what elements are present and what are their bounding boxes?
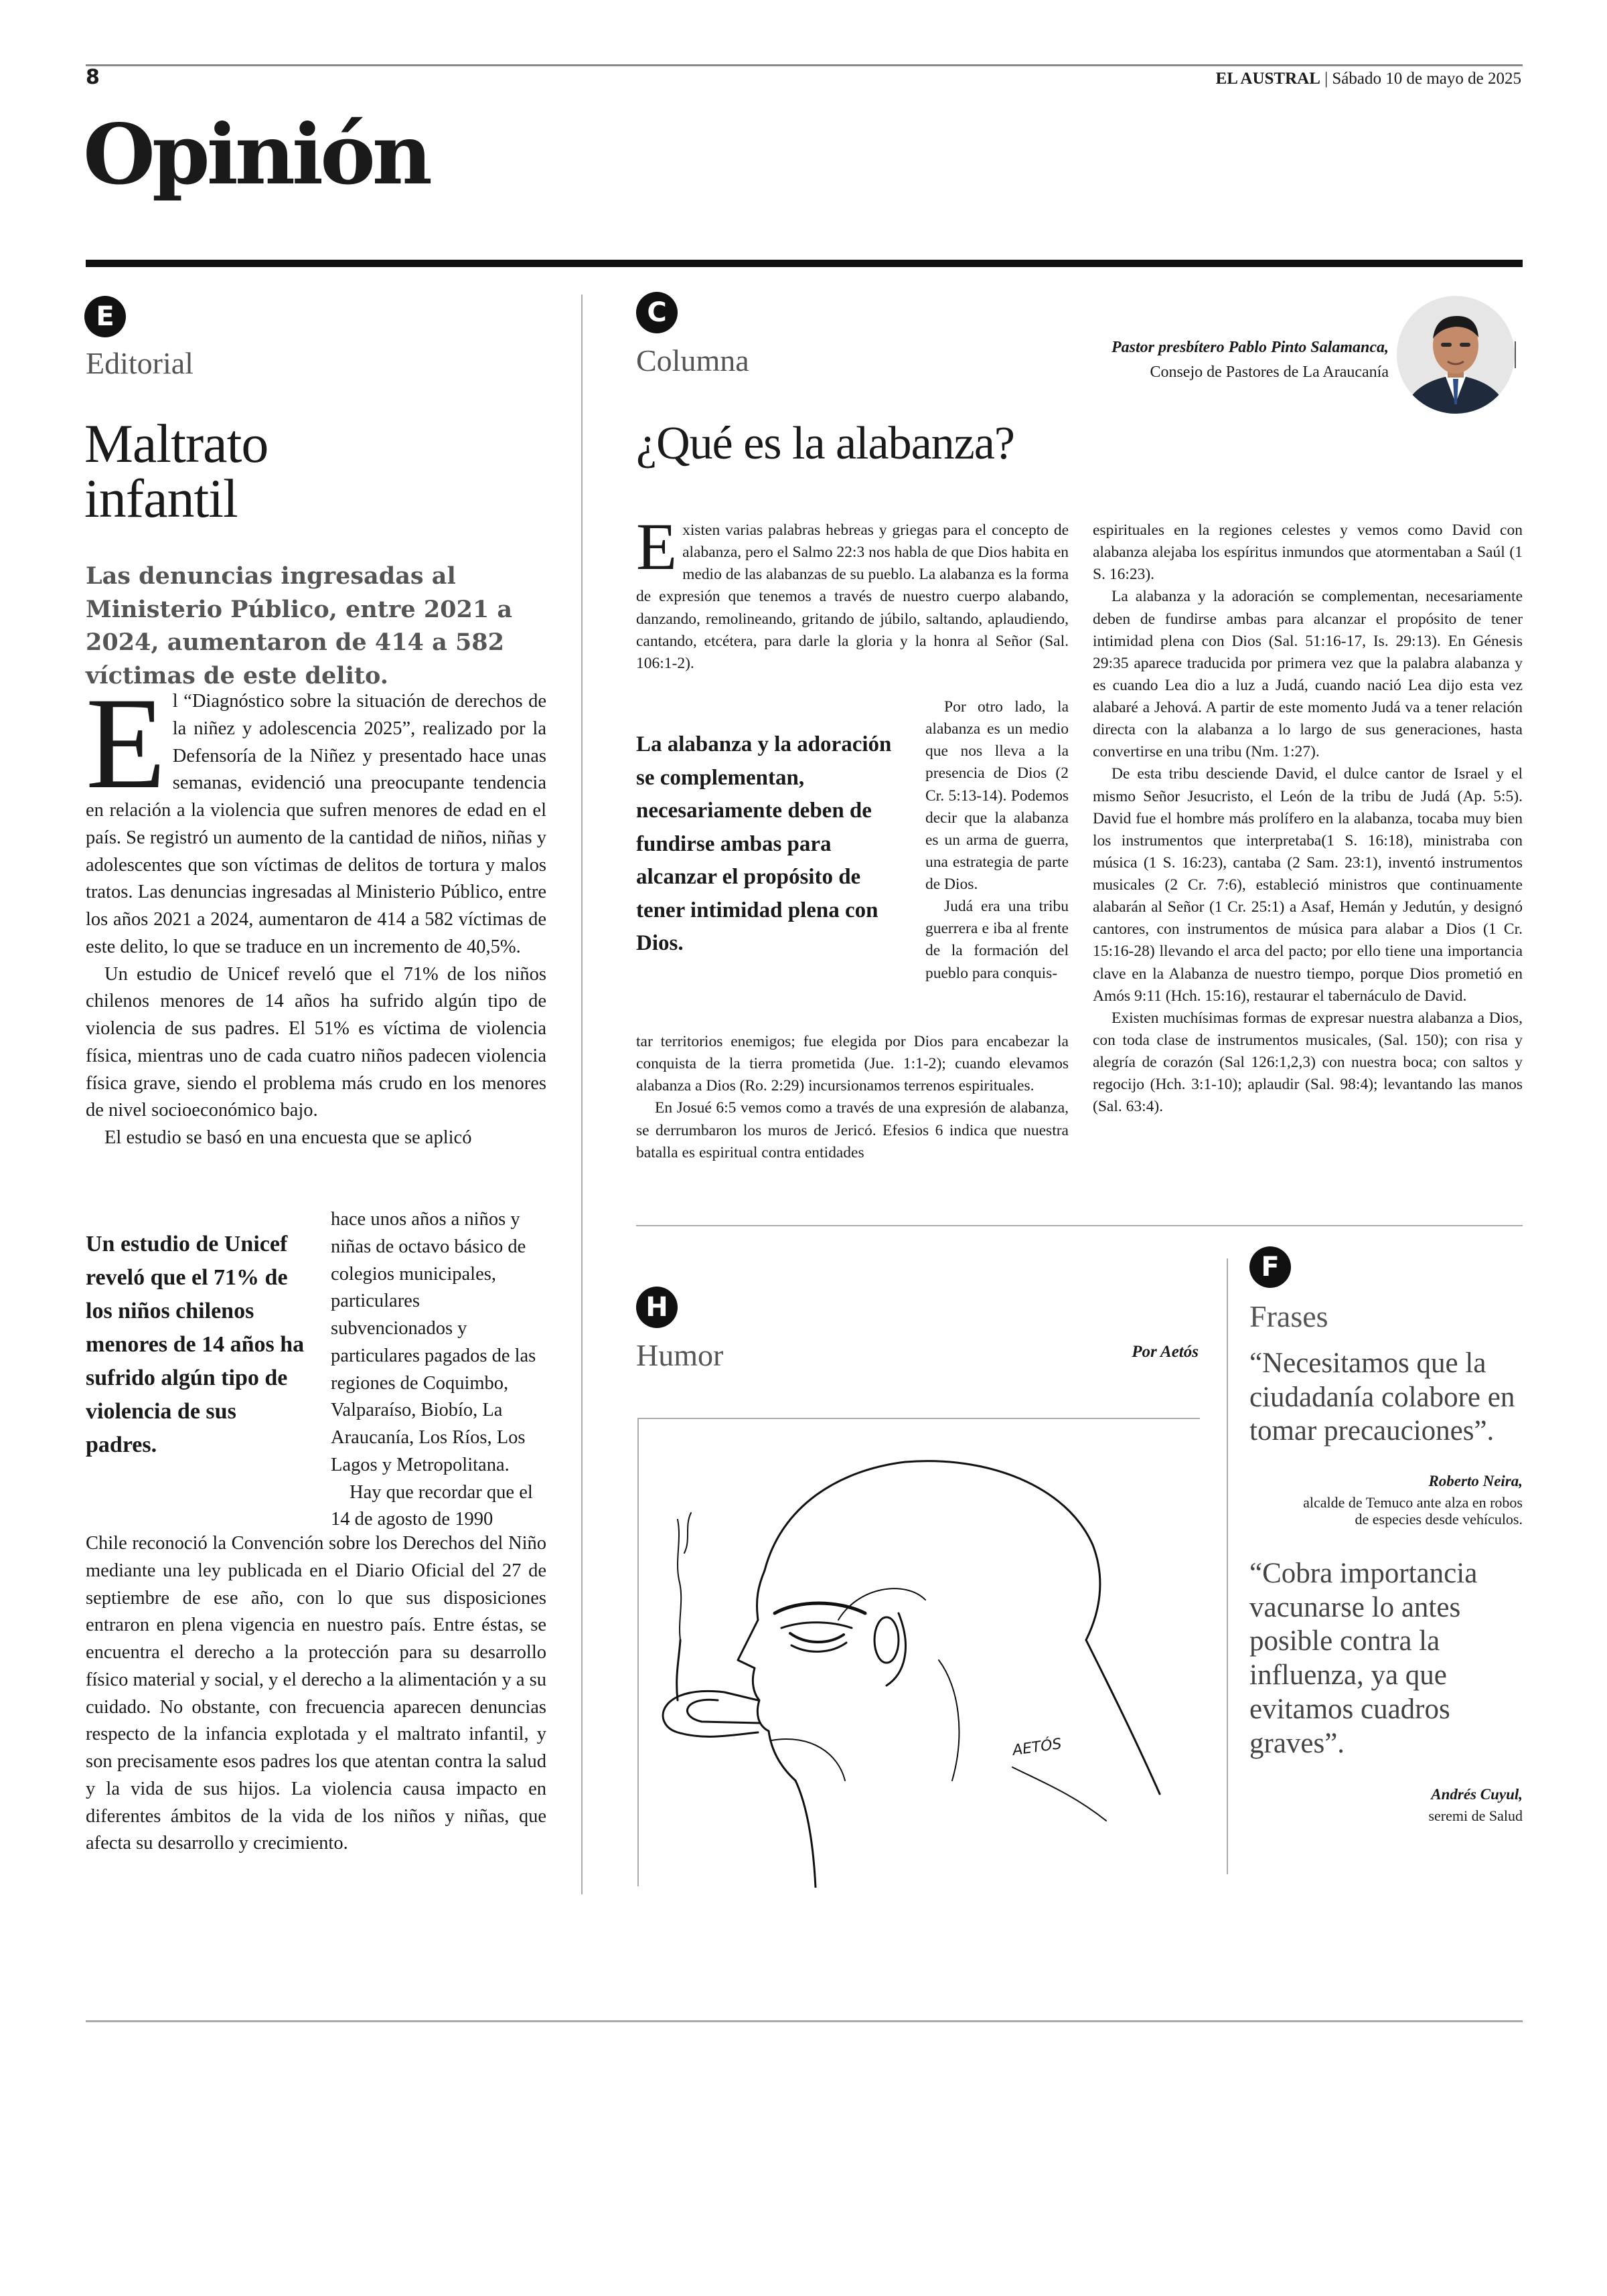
editorial-body-side (331, 1206, 546, 1534)
frase-attribution-1 (1249, 1473, 1523, 1528)
frases-badge: F (1249, 1246, 1291, 1288)
humor-credit: Por Aetós (1132, 1343, 1199, 1361)
editorial-paragraph: Chile reconoció la Convención sobre los Derechos del Niño mediante una ley publicada en el Diario Oficial del 27 de septiembre de ese año, con lo que sus disposiciones entraron en plena vigencia en nuestro país. Entre éstas, se encuentra el derecho a la protección para su desarrollo físico material y social, y el derecho a la alimentación y a su cuidado. No obstante, con frecuencia aparecen denuncias respecto de la infancia explotada y el maltrato infantil, y son precisamente esos padres los que atentan contra la salud y la vida de sus hijos. La violencia causa impacto en diferentes ámbitos de la vida de los niños y niñas, que afecta su desarrollo y crecimiento. (86, 1533, 546, 1854)
column-drop-cap: E (636, 509, 678, 584)
humor-kicker: Humor (636, 1338, 724, 1372)
editorial-paragraph: l “Diagnóstico sobre la situación de derechos de la niñez y adolescencia 2025”, realizado por la Defensoría de la Niñez y presentado hace unas semanas, evidenció una preocupante tendencia en relación a la violencia que sufren menores de edad en el país. Se registró un aumento de la cantidad de niños, niñas y adolescentes que son víctimas de delitos de tortura y malos tratos. Las denuncias ingresadas al Ministerio Público, entre los años 2021 a 2024, aumentaron de 414 a 582 víctimas de este delito, lo que se traduce en un incremento de 40,5%. (86, 691, 546, 957)
column-body-col2 (1093, 519, 1523, 1118)
column-pull-quote: La alabanza y la adoración se complementan, necesariamente deben de fundirse ambas para alcanzar el propósito de tener intimidad plena con Dios. (636, 732, 892, 955)
editorial-headline-line1: Maltrato (84, 413, 269, 474)
frase-name-2: Andrés Cuyul, (1431, 1786, 1523, 1803)
masthead: EL AUSTRAL | Sábado 10 de mayo de 2025 (1215, 70, 1521, 88)
paper-name: EL AUSTRAL (1215, 70, 1320, 88)
column-paragraph: Existen muchísimas formas de expresar nuestra alabanza a Dios, con toda clase de instrumentos musicales, (Sal. 150); con risa y alegría de corazón (Sal 126:1,2,3) con nuestra boca; con saltos y regocijo (Hch. 3:1-10); aplaudir (Sal. 98:4); levantando las manos (Sal. 63:4). (1093, 1009, 1523, 1116)
bottom-rule (86, 2020, 1523, 2022)
column-paragraph: En Josué 6:5 vemos como a través de una expresión de alabanza, se derrumbaron los muros de Jericó. Efesios 6 indica que nuestra batalla es espiritual contra entidades (636, 1099, 1069, 1161)
editorial-kicker: Editorial (86, 346, 194, 380)
byline-mark (1515, 341, 1516, 368)
column-author-name: Pastor presbítero Pablo Pinto Salamanca, (1111, 339, 1389, 356)
frases-kicker: Frases (1249, 1299, 1328, 1333)
frases-divider (1227, 1258, 1228, 1874)
column-body-bottom (636, 1031, 1069, 1164)
humor-badge: H (636, 1287, 678, 1328)
editorial-drop-cap: E (86, 671, 166, 816)
humor-cartoon (637, 1419, 1200, 1888)
column-body-top (636, 509, 1069, 675)
column-paragraph: La alabanza y la adoración se complementan, necesariamente deben de fundirse ambas para alcanzar el propósito de tener intimidad plena con Dios (Sal. 51:16-17, Is. 29:13). En Génesis 29:35 aparece traducida por primera vez que la palabra alabanza y es cuando Lea dio a luz a Judá, cuando nació Lea dijo esta vez alabaré a Jehová. A partir de este momento Judá va a tener relación directa con la alabanza a lo largo de sus generaciones, hasta convertirse en una tribu (Nm. 1:27). (1093, 588, 1523, 761)
editorial-deck: Las denuncias ingresadas al Ministerio Público, entre 2021 a 2024, aumentaron de 414 a 582 víctimas de este delito. (86, 562, 513, 690)
column-divider (581, 295, 583, 1894)
column-paragraph: xisten varias palabras hebreas y griegas para el concepto de alabanza, pero el Salmo 22:3 nos habla de que Dios habita en medio de las alabanzas de su pueblo. La alabanza es la forma de expresión que tenemos a través de nuestro cuerpo alabando, danzando, remolineando, gritando de júbilo, saltando, aplaudiendo, cantando, etcétera, para darle la gloria y la honra al Señor (Sal. 106:1-2). (636, 521, 1069, 672)
editorial-body-top (86, 671, 546, 1152)
editorial-headline (84, 413, 553, 529)
section-title: Opinión (83, 106, 429, 203)
page-number: 8 (86, 66, 100, 89)
cartoon-signature: AETÓS (1011, 1735, 1063, 1760)
column-headline: ¿Qué es la alabanza? (636, 418, 1014, 469)
column-paragraph: tar territorios enemigos; fue elegida por Dios para encabezar la conquista de la tierra prometida (Jue. 1:1-2); cuando elevamos alabanza a Dios (Ro. 2:29) incursionamos terrenos espirituales. (636, 1033, 1069, 1095)
column-bottom-rule (636, 1225, 1523, 1226)
column-kicker: Columna (636, 343, 749, 378)
section-rule (86, 260, 1523, 267)
column-paragraph: Judá era una tribu guerrera e iba al frente de la formación del pueblo para conquis- (925, 898, 1069, 982)
editorial-paragraph: hace unos años a niños y niñas de octavo básico de colegios municipales, particulares subvencionados y particulares pagados de las regiones de Coquimbo, Valparaíso, Biobío, La Araucanía, Los Ríos, Los Lagos y Metropolitana. (331, 1209, 536, 1475)
frase-role-2: seremi de Salud (1428, 1807, 1523, 1824)
top-rule (86, 64, 1523, 66)
editorial-body-bottom (86, 1530, 546, 1858)
column-paragraph: Por otro lado, la alabanza es un medio que nos lleva a la presencia de Dios (2 Cr. 5:13-14). Podemos decir que la alabanza es un arma de guerra, una estrategia de parte de Dios. (925, 698, 1069, 893)
frase-role-1b: de especies desde vehículos. (1355, 1511, 1523, 1528)
editorial-badge: E (84, 296, 126, 337)
editorial-pull-quote: Un estudio de Unicef reveló que el 71% de los niños chilenos menores de 14 años ha sufrido algún tipo de violencia de sus padres. (86, 1232, 305, 1457)
editorial-paragraph: Un estudio de Unicef reveló que el 71% de los niños chilenos menores de 14 años ha sufrido algún tipo de violencia de sus padres. El 51% es víctima de violencia física, mientras uno de cada cuatro niños padecen violencia física grave, siendo el problema más crudo en los menores de nivel socioeconómico bajo. (86, 963, 546, 1121)
frase-role-1a: alcalde de Temuco ante alza en robos (1303, 1494, 1523, 1511)
author-photo (1397, 296, 1515, 414)
issue-date: Sábado 10 de mayo de 2025 (1332, 70, 1521, 88)
column-byline (1004, 339, 1389, 382)
editorial-paragraph: Hay que recordar que el 14 de agosto de 1990 (331, 1481, 533, 1530)
frase-quote-2: “Cobra importancia vacunarse lo antes posible contra la influenza, ya que evitamos cuadros graves”. (1249, 1558, 1478, 1759)
editorial-headline-line2: infantil (84, 468, 238, 529)
column-paragraph: espirituales en la regiones celestes y vemos como David con alabanza alejaba los espíritus inmundos que atormentaban a Saúl (1 S. 16:23). (1093, 521, 1523, 584)
frase-name-1: Roberto Neira, (1428, 1473, 1523, 1489)
column-paragraph: De esta tribu desciende David, el dulce cantor de Israel y el mismo Señor Jesucristo, el León de la tribu de Judá (Ap. 5:5). David fue el hombre más prolífero en la alabanza, tocaba muy bien los instrumentos que interpretaba(1 S. 16:18), ministraba con música (1 S. 16:23), cantaba (2 Sam. 23:1), inventó instrumentos musicales (2 Cr. 7:6), estableció ministros que continuamente alabarán al Señor (1 Cr. 25:1) a Asaf, Hemán y Jedutún, y designó cantores, con instrumentos de música para alabar a Dios (1 Cr. 15:16-28) llevando el arca del pacto; por ello tiene una importancia clave en la Alabanza de nuestro tiempo, porque Dios prometió en Amós 9:11 (Hch. 15:16), restaurar el tabernáculo de David. (1093, 765, 1523, 1005)
column-body-side (925, 696, 1069, 985)
column-badge: C (636, 292, 678, 333)
frase-attribution-2 (1249, 1786, 1523, 1824)
frase-quote-1: “Necesitamos que la ciudadanía colabore en tomar precauciones”. (1249, 1347, 1515, 1447)
editorial-paragraph: El estudio se basó en una encuesta que se aplicó (104, 1127, 472, 1148)
column-author-role: Consejo de Pastores de La Araucanía (1150, 363, 1389, 381)
